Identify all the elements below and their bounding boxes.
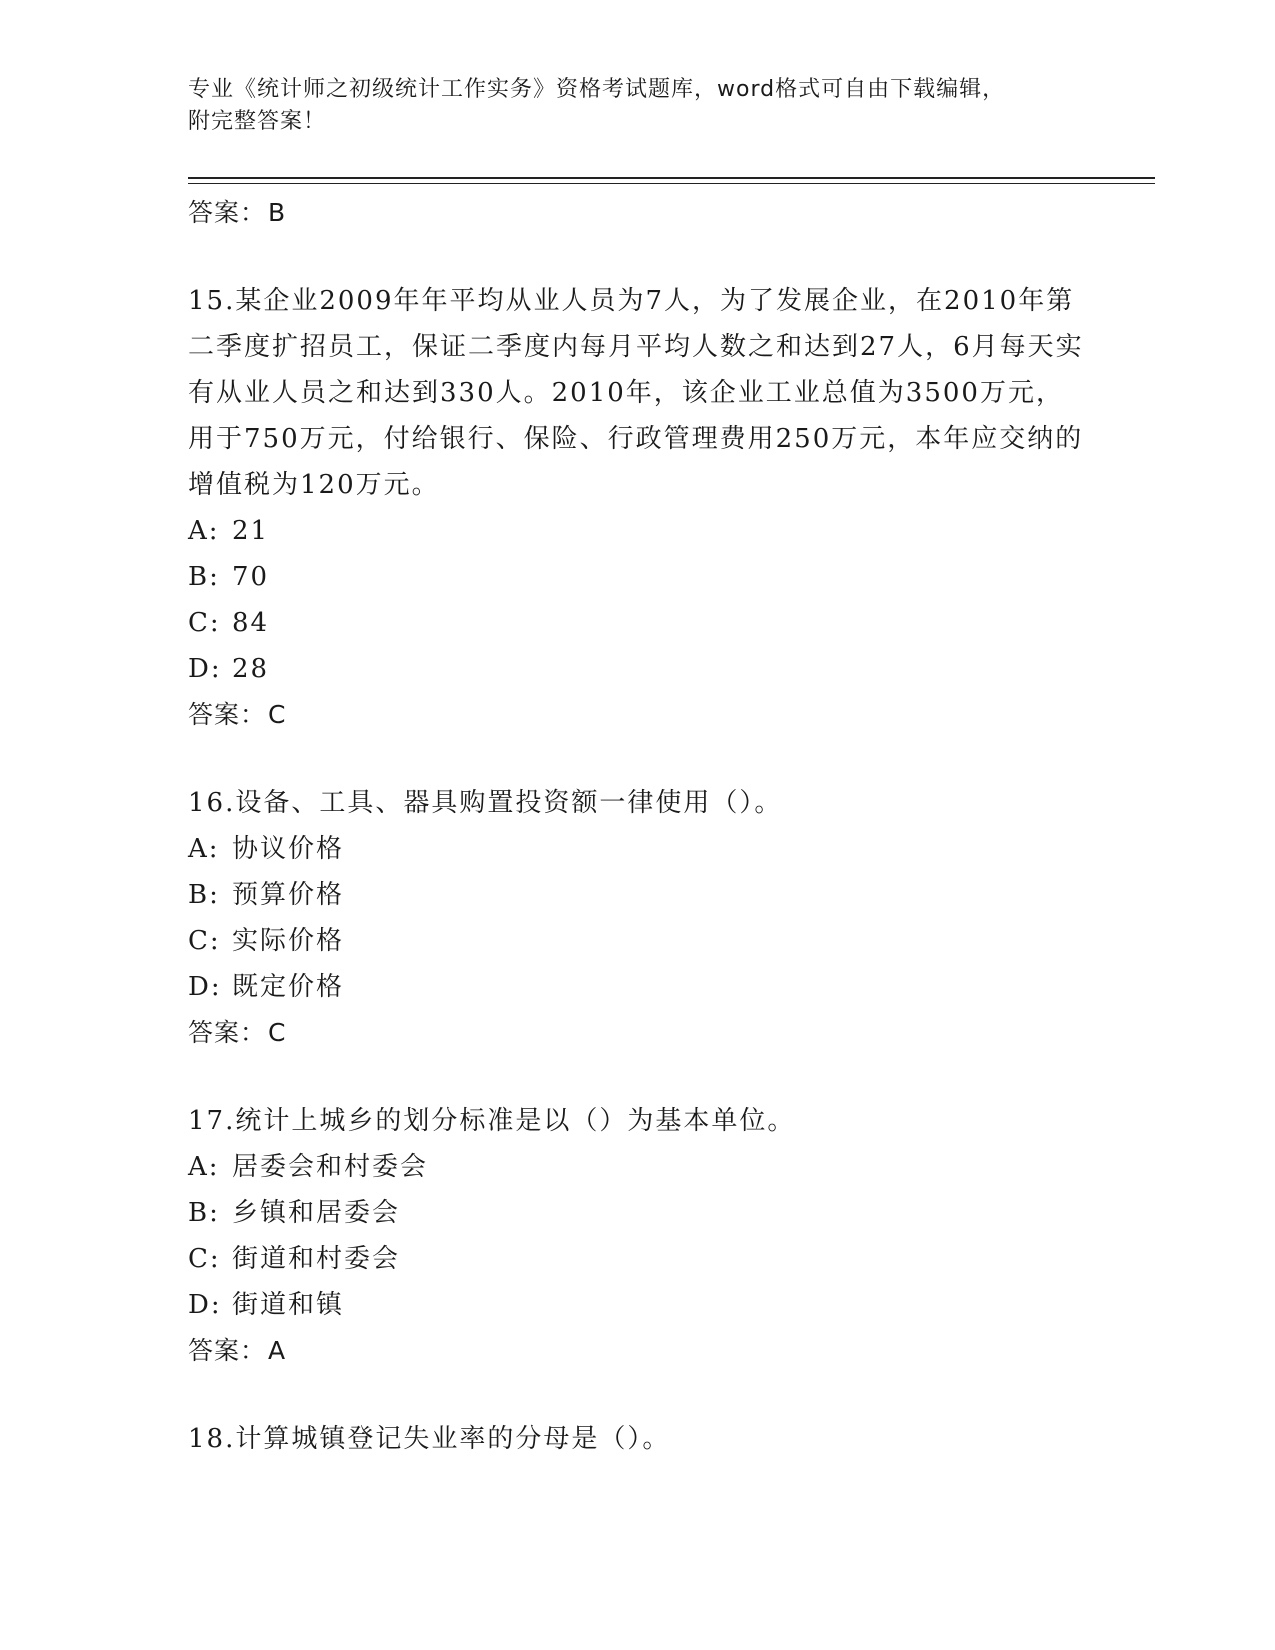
option-key: C:: [188, 608, 221, 638]
option-key: A:: [188, 516, 220, 546]
question-list: [188, 190, 1088, 1462]
question-stem: 17.统计上城乡的划分标准是以（）为基本单位。: [188, 1106, 796, 1136]
option-key: C:: [188, 1244, 221, 1274]
option-c: [188, 600, 1088, 646]
answer-line: [188, 190, 1088, 236]
option-key: A:: [188, 834, 220, 864]
option-b: [188, 1190, 1088, 1236]
option-a: [188, 1144, 1088, 1190]
option-text: 乡镇和居委会: [232, 1198, 401, 1228]
answer-label: 答案：: [188, 700, 267, 729]
option-c: [188, 1236, 1088, 1282]
document-header: [188, 74, 1088, 138]
answer-value: B: [268, 198, 287, 227]
option-key: B:: [188, 880, 220, 910]
option-b: [188, 872, 1088, 918]
question-stem: 15.某企业2009年年平均从业人员为7人，为了发展企业，在2010年第二季度扩招员工，保证二季度内每月平均人数之和达到27人，6月每天实有从业人员之和达到330人。2010年，该企业工业总值为3500万元，用于750万元，付给银行、保险、行政管理费用250万元，本年应交纳的增值税为120万元。: [188, 286, 1084, 500]
option-b: [188, 554, 1088, 600]
option-text: 70: [232, 562, 270, 592]
option-a: [188, 826, 1088, 872]
option-text: 21: [232, 516, 270, 546]
option-text: 28: [232, 654, 270, 684]
option-text: 街道和镇: [232, 1290, 345, 1320]
answer-line: [188, 1010, 1088, 1056]
header-divider-thin: [188, 183, 1155, 184]
option-d: [188, 964, 1088, 1010]
option-key: D:: [188, 1290, 222, 1320]
answer-value: C: [268, 1018, 287, 1047]
question-18: [188, 1416, 1088, 1462]
answer-line: [188, 692, 1088, 738]
option-key: B:: [188, 1198, 220, 1228]
option-key: D:: [188, 972, 222, 1002]
answer-value: C: [268, 700, 287, 729]
answer-line: [188, 1328, 1088, 1374]
option-key: B:: [188, 562, 220, 592]
question-stem: 16.设备、工具、器具购置投资额一律使用（）。: [188, 788, 783, 818]
header-divider-thick: [188, 177, 1155, 179]
option-text: 协议价格: [232, 834, 345, 864]
option-text: 84: [232, 608, 270, 638]
header-line-1: 专业《统计师之初级统计工作实务》资格考试题库，word格式可自由下载编辑，: [188, 77, 1006, 102]
question-16: [188, 780, 1088, 1056]
option-d: [188, 646, 1088, 692]
option-text: 居委会和村委会: [232, 1152, 429, 1182]
option-text: 街道和村委会: [232, 1244, 401, 1274]
question-15: [188, 278, 1088, 738]
option-text: 预算价格: [232, 880, 345, 910]
option-d: [188, 1282, 1088, 1328]
option-key: D:: [188, 654, 222, 684]
answer-label: 答案：: [188, 1018, 267, 1047]
option-text: 既定价格: [232, 972, 345, 1002]
option-text: 实际价格: [232, 926, 345, 956]
answer-value: A: [268, 1336, 287, 1365]
option-key: A:: [188, 1152, 220, 1182]
question-17: [188, 1098, 1088, 1374]
header-line-2: 附完整答案！: [188, 109, 327, 134]
question-stem: 18.计算城镇登记失业率的分母是（）。: [188, 1424, 671, 1454]
answer-label: 答案：: [188, 1336, 267, 1365]
option-key: C:: [188, 926, 221, 956]
option-c: [188, 918, 1088, 964]
option-a: [188, 508, 1088, 554]
answer-label: 答案：: [188, 198, 267, 227]
